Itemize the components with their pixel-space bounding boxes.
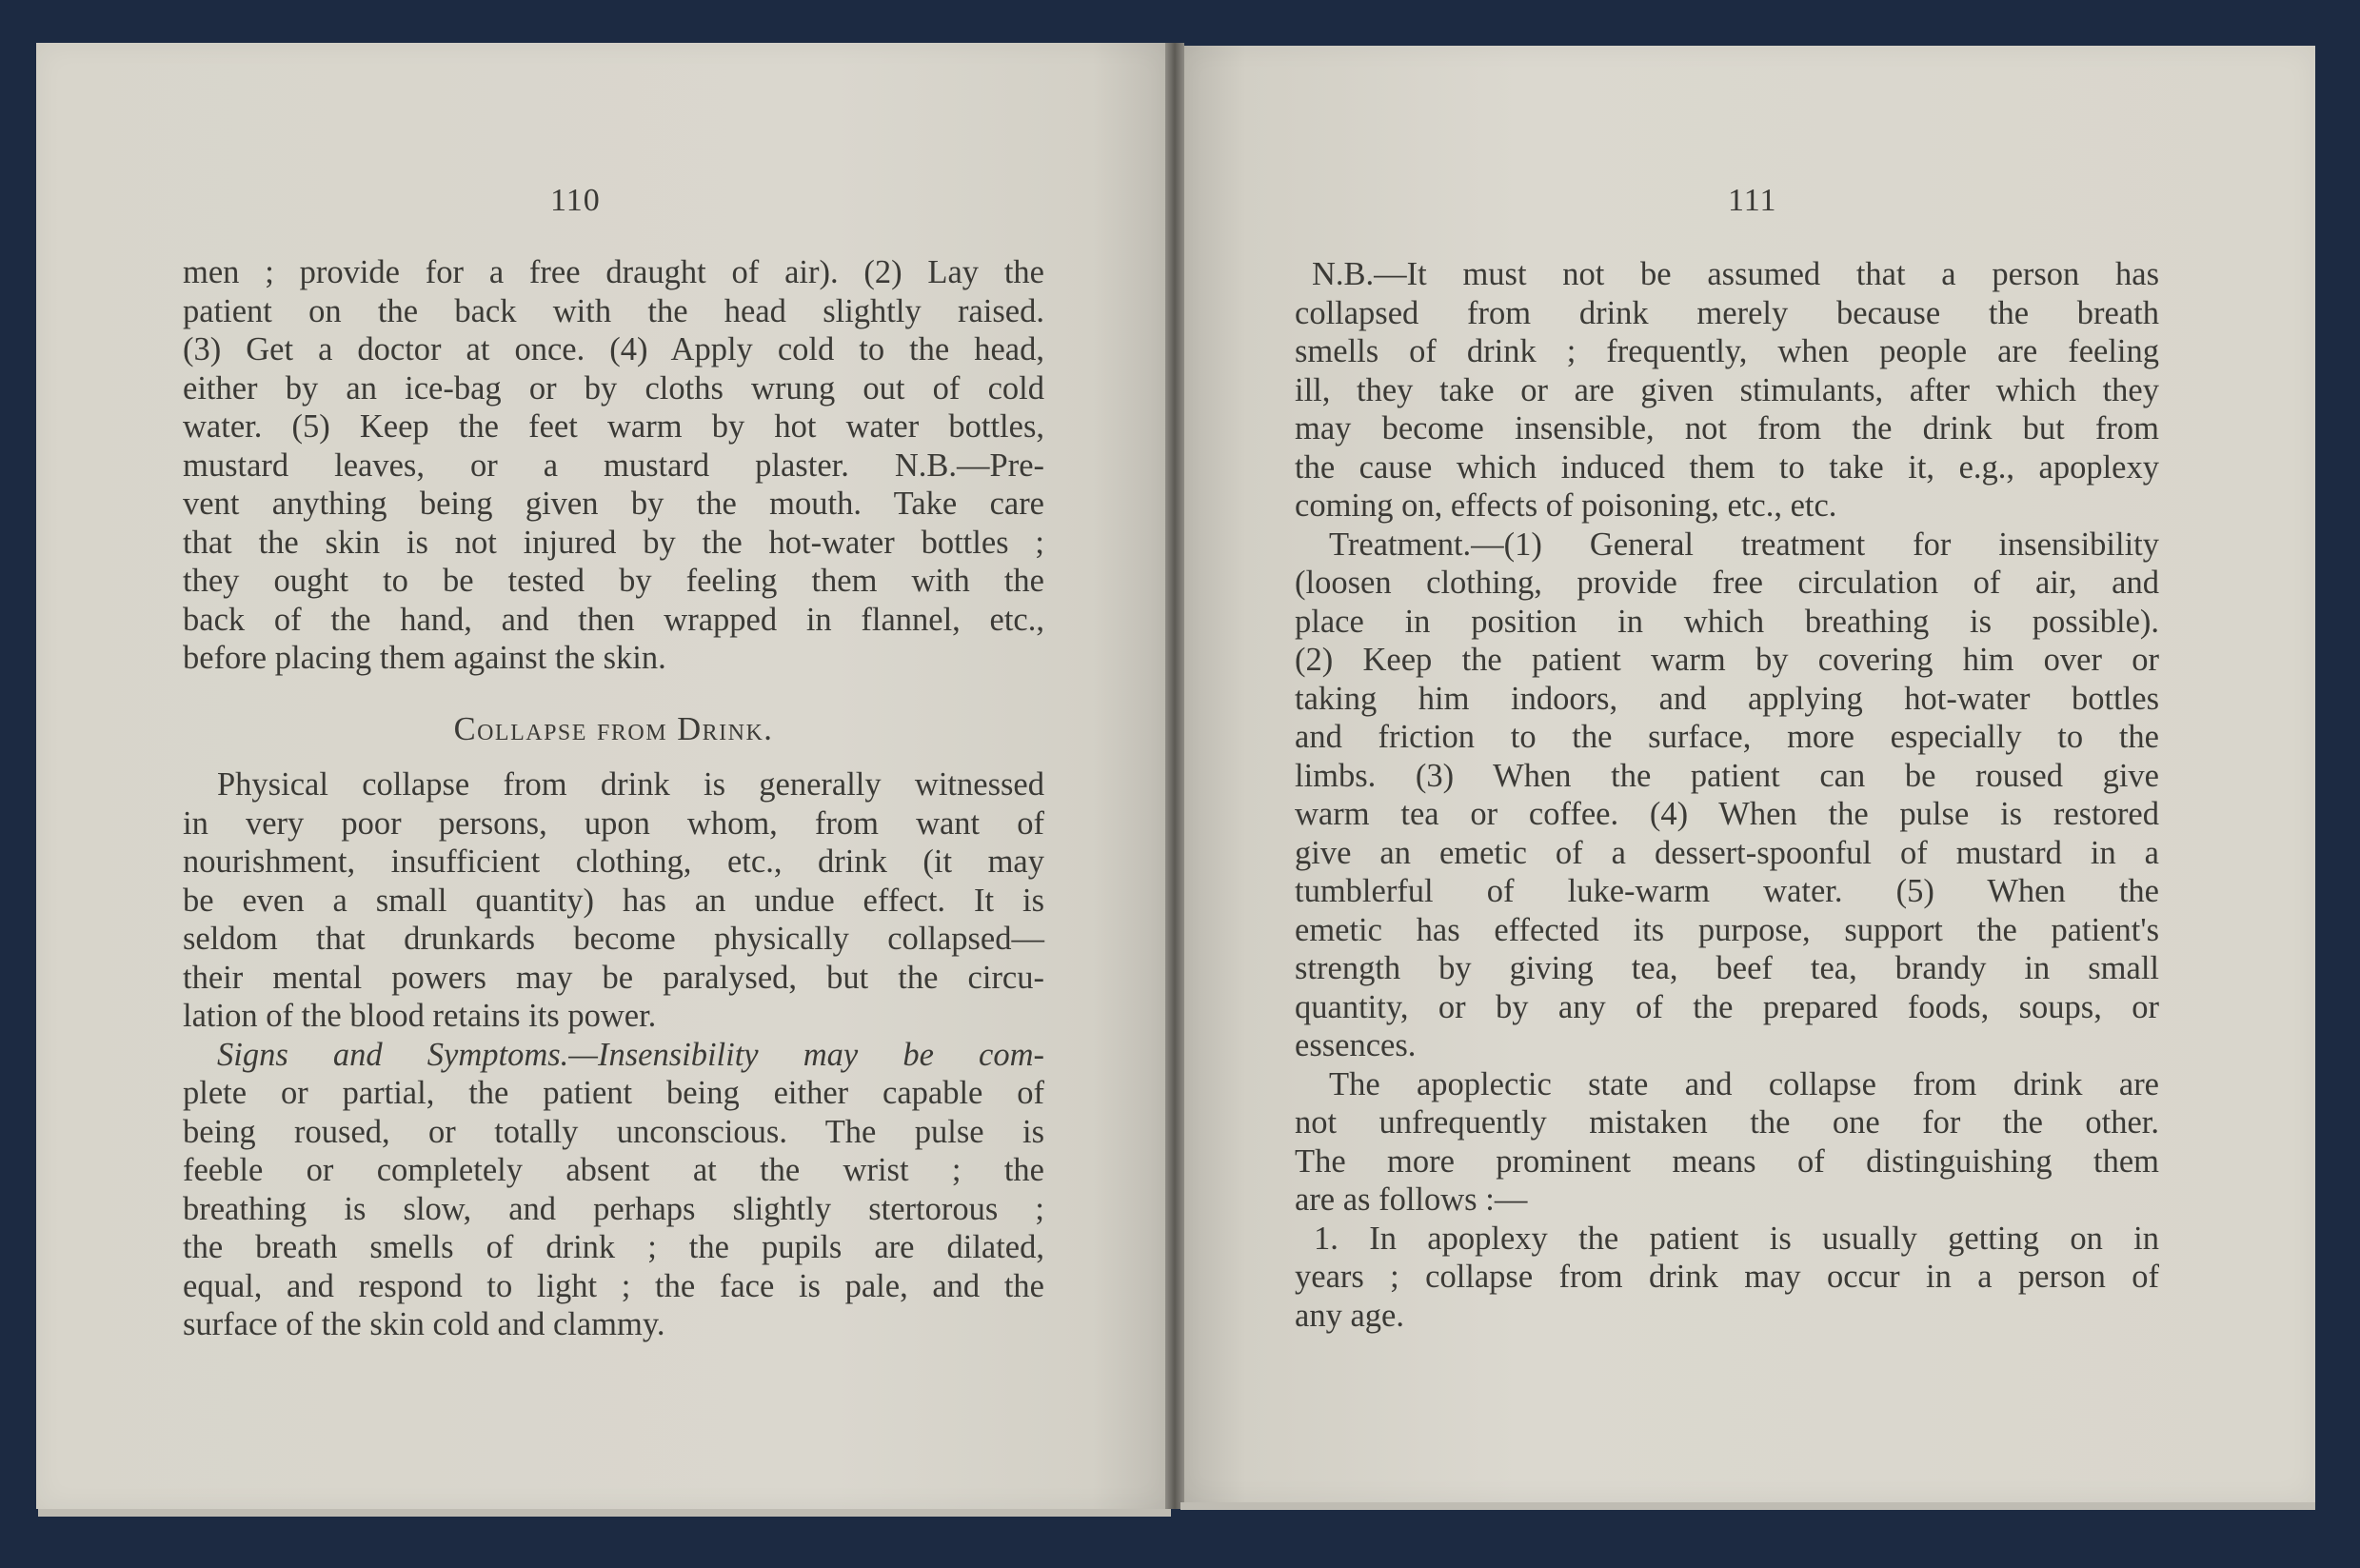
text-line: Physical collapse from drink is generally witnessed <box>217 766 1044 803</box>
text-line: place in position in which breathing is possible). <box>1295 603 2159 640</box>
text-line: before placing them against the skin. <box>183 640 666 676</box>
text-line: lation of the blood retains its power. <box>183 998 657 1034</box>
text-line: equal, and respond to light ; the face is pale, and the <box>183 1267 1044 1304</box>
text-line: (3) Get a doctor at once. (4) Apply cold to the head, <box>183 331 1044 367</box>
left-page-text <box>183 253 1044 1344</box>
text-line: The more prominent means of distinguishing them <box>1295 1142 2159 1180</box>
text-line: years ; collapse from drink may occur in a person of <box>1295 1259 2159 1295</box>
text-line: N.B.—It must not be assumed that a person has <box>1312 256 2159 292</box>
text-line: are as follows :— <box>1295 1181 1528 1218</box>
text-line: collapsed from drink merely because the breath <box>1295 294 2159 331</box>
text-line: men ; provide for a free draught of air). (2) Lay the <box>183 254 1044 290</box>
text-line: seldom that drunkards become physically collapsed— <box>183 921 1044 957</box>
text-line: being roused, or totally unconscious. The pulse is <box>183 1113 1044 1150</box>
text-line: Treatment.—(1) General treatment for insensibility <box>1329 526 2159 563</box>
text-line: patient on the back with the head slightly raised. <box>183 292 1044 329</box>
text-line: mustard leaves, or a mustard plaster. N.B.—Pre- <box>183 447 1044 484</box>
text-line: nourishment, insufficient clothing, etc., drink (it may <box>183 844 1044 880</box>
text-line: limbs. (3) When the patient can be roused give <box>1295 757 2159 794</box>
right-page-text <box>1295 255 2159 1335</box>
text-line: (2) Keep the patient warm by covering him over or <box>1295 642 2159 678</box>
text-line: either by an ice-bag or by cloths wrung out of cold <box>183 369 1044 407</box>
text-line: strength by giving tea, beef tea, brandy in small <box>1295 950 2159 986</box>
text-line: vent anything being given by the mouth. Take care <box>183 486 1044 522</box>
text-line: coming on, effects of poisoning, etc., etc. <box>1295 487 1837 524</box>
text-line: they ought to be tested by feeling them with the <box>183 563 1044 599</box>
text-line: Signs and Symptoms.—Insensibility may be com- <box>217 1036 1044 1073</box>
left-page-bottom-edge <box>38 1509 1171 1517</box>
text-line: surface of the skin cold and clammy. <box>183 1306 665 1342</box>
text-line: in very poor persons, upon whom, from want of <box>183 804 1044 842</box>
book-gutter <box>1165 43 1184 1509</box>
text-line: be even a small quantity) has an undue effect. It is <box>183 882 1044 919</box>
text-line: (loosen clothing, provide free circulation of air, and <box>1295 565 2159 601</box>
text-line: tumblerful of luke-warm water. (5) When the <box>1295 873 2159 909</box>
page-number-left: 110 <box>550 183 601 218</box>
text-line: that the skin is not injured by the hot-water bottles ; <box>183 524 1044 561</box>
text-line: back of the hand, and then wrapped in flannel, etc., <box>183 601 1044 638</box>
text-line: feeble or completely absent at the wrist ; the <box>183 1152 1044 1188</box>
text-line: smells of drink ; frequently, when people are feeling <box>1295 333 2159 369</box>
text-line: 1. In apoplexy the patient is usually getting on in <box>1314 1220 2159 1257</box>
text-line: give an emetic of a dessert-spoonful of mustard in a <box>1295 834 2159 871</box>
text-line: The apoplectic state and collapse from drink are <box>1329 1065 2159 1102</box>
text-line: and friction to the surface, more especially to the <box>1295 719 2159 755</box>
text-line: taking him indoors, and applying hot-water bottles <box>1295 680 2159 717</box>
text-line: breathing is slow, and perhaps slightly stertorous ; <box>183 1190 1044 1227</box>
text-line: their mental powers may be paralysed, but the circu- <box>183 959 1044 996</box>
text-line: any age. <box>1295 1297 1404 1334</box>
text-line: plete or partial, the patient being either capable of <box>183 1075 1044 1111</box>
section-heading: Collapse from Drink. <box>453 710 774 747</box>
text-line: essences. <box>1295 1027 1417 1063</box>
text-line: the cause which induced them to take it, e.g., apoplexy <box>1295 448 2159 486</box>
page-number-right: 111 <box>1728 183 1777 218</box>
text-line: not unfrequently mistaken the one for the other. <box>1295 1104 2159 1141</box>
text-line: emetic has effected its purpose, support the patient's <box>1295 911 2159 948</box>
text-line: water. (5) Keep the feet warm by hot water bottles, <box>183 408 1044 445</box>
text-line: may become insensible, not from the drink but from <box>1295 410 2159 447</box>
text-line: ill, they take or are given stimulants, after which they <box>1295 371 2159 408</box>
text-line: warm tea or coffee. (4) When the pulse is restored <box>1295 796 2159 832</box>
text-line: the breath smells of drink ; the pupils are dilated, <box>183 1229 1044 1265</box>
right-page-bottom-edge <box>1180 1502 2315 1510</box>
text-line: quantity, or by any of the prepared foods, soups, or <box>1295 988 2159 1025</box>
